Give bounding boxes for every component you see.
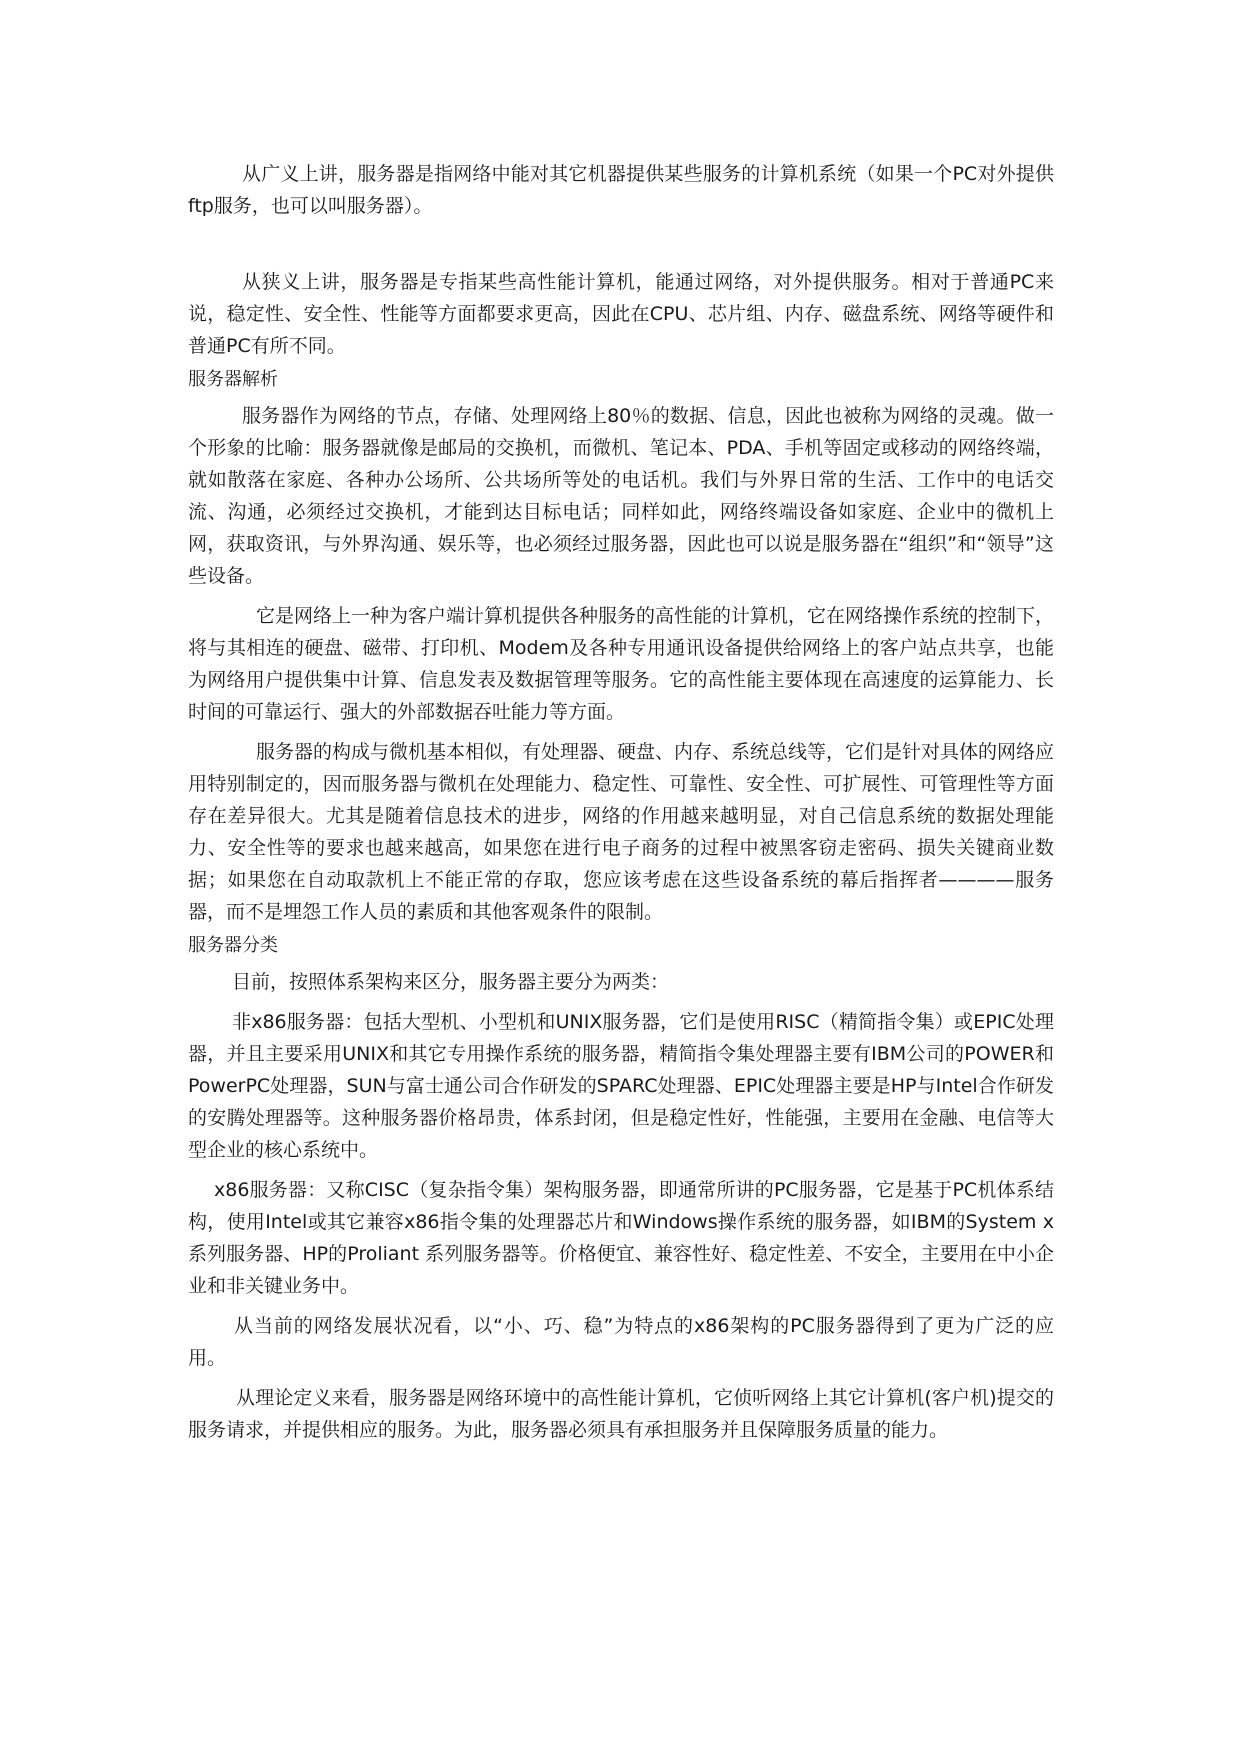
paragraph-composition: 服务器的构成与微机基本相似，有处理器、硬盘、内存、系统总线等，它们是针对具体的网络应用特别制定的，因而服务器与微机在处理能力、稳定性、可靠性、安全性、可扩展性、可管理性等方面存在差异很大。尤其是随着信息技术的进步，网络的作用越来越明显，对自己信息系统的数据处理能力、安全性等的要求也越来越高，如果您在进行电子商务的过程中被黑客窃走密码、损失关键商业数据；如果您在自动取款机上不能正常的存取，您应该考虑在这些设备系统的幕后指挥者————服务器，而不是埋怨工作人员的素质和其他客观条件的限制。 xyxy=(188,741,1055,923)
section-heading-classification: 服务器分类 xyxy=(188,935,278,956)
paragraph-narrow-definition: 从狭义上讲，服务器是专指某些高性能计算机，能通过网络，对外提供服务。相对于普通PC来说，稳定性、安全性、性能等方面都要求更高，因此在CPU、芯片组、内存、磁盘系统、网络等硬件和普通PC有所不同。 xyxy=(188,271,1054,357)
paragraph-x86: x86服务器：又称CISC（复杂指令集）架构服务器，即通常所讲的PC服务器，它是基于PC机体系结构，使用Intel或其它兼容x86指令集的处理器芯片和Windows操作系统的服务器，如IBM的System x系列服务器、HP的Proliant 系列服务器等。价格便宜、兼容性好、稳定性差、不安全，主要用在中小企业和非关键业务中。 xyxy=(188,1179,1054,1297)
section-heading-analysis: 服务器解析 xyxy=(188,369,278,390)
paragraph-network-node: 服务器作为网络的节点，存储、处理网络上80％的数据、信息，因此也被称为网络的灵魂。做一个形象的比喻：服务器就像是邮局的交换机，而微机、笔记本、PDA、手机等固定或移动的网络终端，就如散落在家庭、各种办公场所、公共场所等处的电话机。我们与外界日常的生活、工作中的电话交流、沟通，必须经过交换机，才能到达目标电话；同样如此，网络终端设备如家庭、企业中的微机上网，获取资讯，与外界沟通、娱乐等，也必须经过服务器，因此也可以说是服务器在“组织”和“领导”这些设备。 xyxy=(188,405,1054,587)
paragraph-non-x86: 非x86服务器：包括大型机、小型机和UNIX服务器，它们是使用RISC（精简指令集）或EPIC处理器，并且主要采用UNIX和其它专用操作系统的服务器，精简指令集处理器主要有IBM公司的POWER和PowerPC处理器，SUN与富士通公司合作研发的SPARC处理器、EPIC处理器主要是HP与Intel合作研发的安腾处理器等。这种服务器价格昂贵，体系封闭，但是稳定性好，性能强，主要用在金融、电信等大型企业的核心系统中。 xyxy=(188,1011,1054,1161)
paragraph-theory-definition: 从理论定义来看，服务器是网络环境中的高性能计算机，它侦听网络上其它计算机(客户机)提交的服务请求，并提供相应的服务。为此，服务器必须具有承担服务并且保障服务质量的能力。 xyxy=(188,1387,1054,1441)
paragraph-high-performance: 它是网络上一种为客户端计算机提供各种服务的高性能的计算机，它在网络操作系统的控制下，将与其相连的硬盘、磁带、打印机、Modem及各种专用通讯设备提供给网络上的客户站点共享，也能为网络用户提供集中计算、信息发表及数据管理等服务。它的高性能主要体现在高速度的运算能力、长时间的可靠运行、强大的外部数据吞吐能力等方面。 xyxy=(188,605,1055,723)
document-body xyxy=(188,158,1054,1448)
paragraph-x86-trend: 从当前的网络发展状况看，以“小、巧、稳”为特点的x86架构的PC服务器得到了更为广泛的应用。 xyxy=(188,1315,1054,1369)
paragraph-spacer xyxy=(188,224,1054,266)
paragraph-broad-definition: 从广义上讲，服务器是指网络中能对其它机器提供某些服务的计算机系统（如果一个PC对外提供ftp服务，也可以叫服务器）。 xyxy=(188,163,1054,217)
paragraph-classification-intro: 目前，按照体系架构来区分，服务器主要分为两类： xyxy=(232,971,670,993)
